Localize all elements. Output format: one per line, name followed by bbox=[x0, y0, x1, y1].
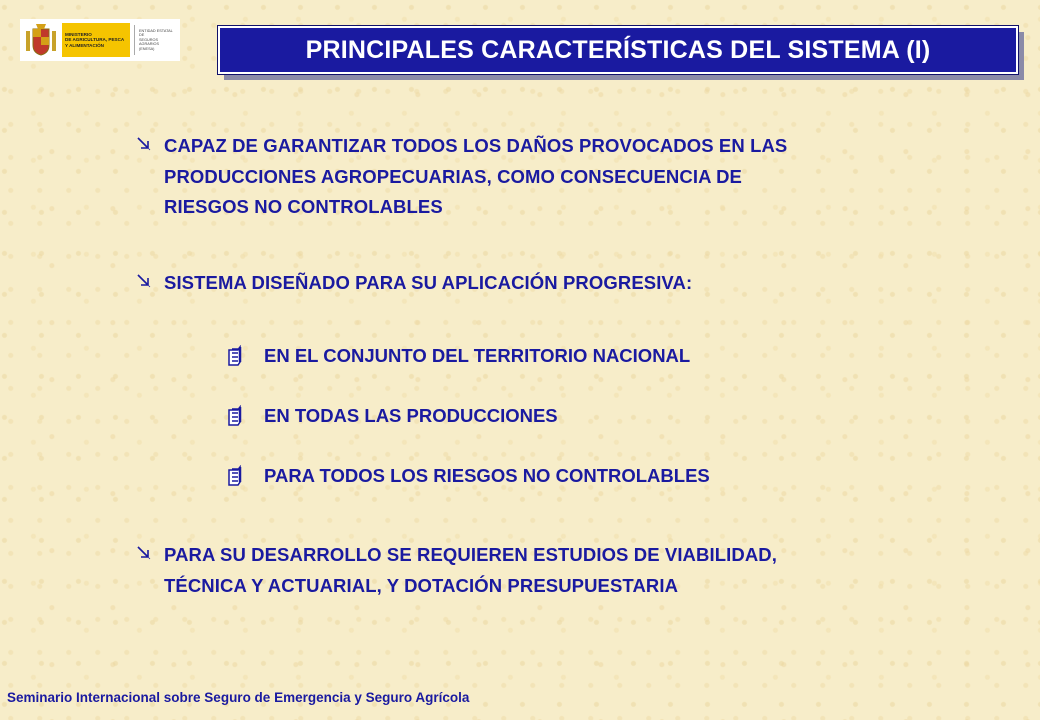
bullet-line: RIESGOS NO CONTROLABLES bbox=[164, 196, 443, 217]
arrow-outline-icon bbox=[120, 540, 164, 601]
sub-bullet-item bbox=[226, 344, 690, 368]
bullet-line: PARA SU DESARROLLO SE REQUIEREN ESTUDIOS DE VIABILIDAD, bbox=[164, 544, 777, 565]
stacked-pages-icon bbox=[226, 465, 248, 487]
ministry-line: Y ALIMENTACIÓN bbox=[65, 42, 104, 48]
ministry-line: DE AGRICULTURA, PESCA bbox=[65, 37, 125, 43]
sub-bullet-text: EN EL CONJUNTO DEL TERRITORIO NACIONAL bbox=[264, 345, 691, 366]
logo-divider bbox=[134, 25, 135, 55]
sub-bullet-item bbox=[226, 464, 710, 488]
page-title: PRINCIPALES CARACTERÍSTICAS DEL SISTEMA (I) bbox=[305, 35, 931, 64]
ministry-line: MINISTERIO bbox=[65, 32, 92, 38]
arrow-outline-icon bbox=[120, 131, 164, 223]
sub-bullet-text: PARA TODOS LOS RIESGOS NO CONTROLABLES bbox=[264, 465, 710, 486]
title-banner bbox=[218, 26, 1018, 74]
stacked-pages-icon bbox=[226, 345, 248, 367]
entity-line: (ENESA) bbox=[139, 46, 155, 51]
ministry-label bbox=[62, 23, 130, 57]
entity-line: ENTIDAD ESTATAL DE bbox=[139, 28, 173, 38]
bullet-line: SISTEMA DISEÑADO PARA SU APLICACIÓN PROGRESIVA: bbox=[164, 272, 693, 293]
bullet-item bbox=[120, 540, 777, 601]
stacked-pages-icon bbox=[226, 405, 248, 427]
bullet-item bbox=[120, 131, 787, 223]
sub-bullet-item bbox=[226, 404, 558, 428]
bullet-text bbox=[164, 131, 787, 223]
sub-bullet-text: EN TODAS LAS PRODUCCIONES bbox=[264, 405, 558, 426]
coat-of-arms-icon bbox=[24, 23, 58, 57]
bullet-text bbox=[164, 268, 692, 299]
entity-label bbox=[139, 29, 176, 52]
bullet-line: CAPAZ DE GARANTIZAR TODOS LOS DAÑOS PROVOCADOS EN LAS bbox=[164, 135, 788, 156]
ministry-logo bbox=[20, 19, 180, 61]
entity-line: SEGUROS AGRARIOS bbox=[139, 37, 160, 47]
bullet-item bbox=[120, 268, 692, 299]
footer-text: Seminario Internacional sobre Seguro de Emergencia y Seguro Agrícola bbox=[7, 690, 470, 705]
arrow-outline-icon bbox=[120, 268, 164, 299]
bullet-line: PRODUCCIONES AGROPECUARIAS, COMO CONSECUENCIA DE bbox=[164, 165, 743, 187]
bullet-line: TÉCNICA Y ACTUARIAL, Y DOTACIÓN PRESUPUESTARIA bbox=[164, 574, 679, 596]
bullet-text bbox=[164, 540, 777, 601]
